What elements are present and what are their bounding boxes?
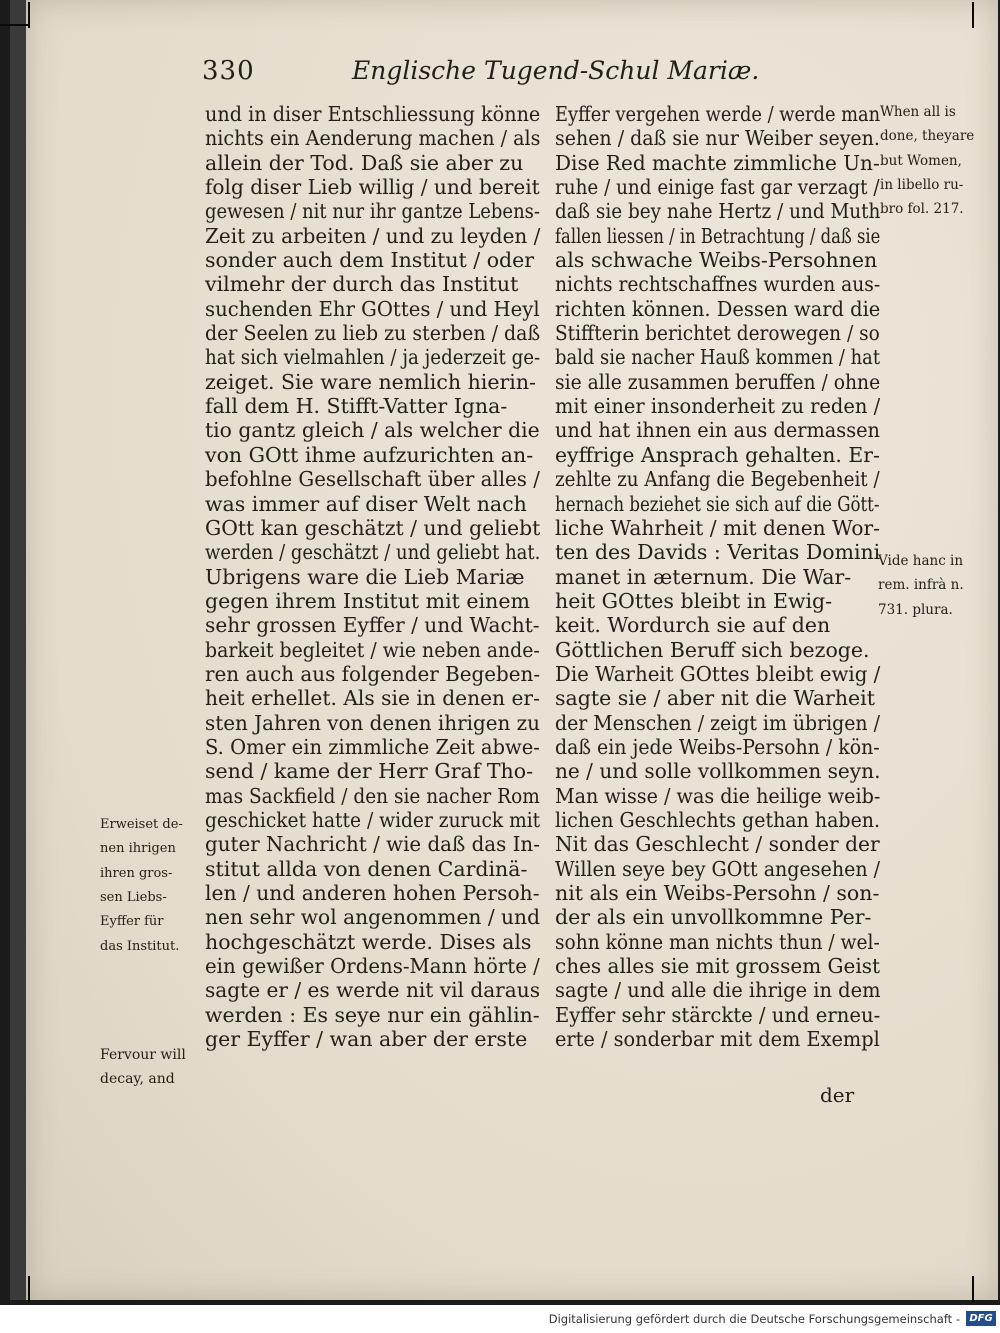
page-header xyxy=(202,56,762,96)
margin-note-left-1 xyxy=(100,815,208,961)
text-line: als schwache Weibs-Persohnen xyxy=(555,248,878,273)
text-line: ger Eyffer / wan aber der erste xyxy=(205,1027,528,1052)
text-line: folg diser Lieb willig / und bereit xyxy=(205,175,540,200)
text-line: der Seelen zu lieb zu sterben / daß xyxy=(205,321,541,346)
text-line: sten Jahren von denen ihrigen zu xyxy=(205,710,540,735)
text-line: nen sehr wol angenommen / und xyxy=(205,905,540,930)
margin-note-line: ihren gros- xyxy=(100,865,173,881)
margin-note-line: decay, and xyxy=(100,1071,175,1088)
text-line: guter Nachricht / wie daß das In- xyxy=(205,832,540,857)
text-line: ein gewißer Ordens-Mann hörte / xyxy=(205,954,540,979)
crop-mark-top-right xyxy=(972,2,974,28)
margin-note-line: done, theyare xyxy=(880,128,975,145)
text-line: liche Wahrheit / mit denen Wor- xyxy=(555,515,880,540)
footer-credit: Digitalisierung gefördert durch die Deutsche Forschungsgemeinschaft - xyxy=(548,1312,960,1326)
text-line: hochgeschätzt werde. Dises als xyxy=(205,929,532,954)
margin-note-line: Fervour will xyxy=(100,1047,186,1063)
text-line: S. Omer ein zimmliche Zeit abwe- xyxy=(205,734,540,759)
text-line: heit erhellet. Als sie in denen er- xyxy=(205,686,540,711)
text-line: fall dem H. Stifft-Vatter Igna- xyxy=(205,394,508,419)
margin-note-line: nen ihrigen xyxy=(100,841,176,857)
text-line: ches alles sie mit grossem Geist xyxy=(555,954,881,979)
text-line: Stiffterin berichtet derowegen / so xyxy=(555,321,880,346)
text-line: ten des Davids : Veritas Domini xyxy=(555,540,881,565)
margin-note-right-top xyxy=(880,104,998,226)
text-line: sagte er / es werde nit vil daraus xyxy=(205,978,541,1003)
text-line: sagte / und alle die ihrige in dem xyxy=(555,978,881,1003)
text-line: ren auch aus folgender Begeben- xyxy=(205,661,541,686)
margin-note-left-2 xyxy=(100,1046,208,1095)
text-line: tio gantz gleich / als welcher die xyxy=(205,418,540,443)
crop-mark-bottom-right xyxy=(972,1276,974,1302)
margin-note-line: but Women, xyxy=(880,152,962,169)
dfg-logo: DFG xyxy=(966,1311,996,1326)
text-line: heit GOttes bleibt in Ewig- xyxy=(555,588,833,613)
text-line: Eyffer sehr stärckte / und erneu- xyxy=(555,1002,881,1027)
text-line: hernach beziehet sie sich auf die Gött- xyxy=(555,491,880,516)
catchword: der xyxy=(820,1083,855,1107)
text-line: sie alle zusammen beruffen / ohne xyxy=(555,369,881,394)
text-line: sonder auch dem Institut / oder xyxy=(205,248,535,273)
text-line: ruhe / und einige fast gar verzagt / xyxy=(555,175,880,200)
margin-note-line: Vide hanc in xyxy=(878,553,964,569)
margin-note-line: Erweiset de- xyxy=(100,817,183,832)
margin-note-line: bro fol. 217. xyxy=(880,201,964,218)
text-line: GOtt kan geschätzt / und geliebt xyxy=(205,515,541,540)
text-line: zeiget. Sie ware nemlich hierin- xyxy=(205,369,536,394)
text-line: len / und anderen hohen Persoh- xyxy=(205,881,540,905)
running-title: Englische Tugend-Schul Mariæ. xyxy=(352,56,760,85)
text-line: nichts ein Aenderung machen / als xyxy=(205,126,541,151)
text-line: gegen ihrem Institut mit einem xyxy=(205,588,530,613)
text-line: sehr grossen Eyffer / und Wacht- xyxy=(205,613,540,638)
footer-bar xyxy=(0,1305,1000,1333)
margin-note-line: in libello ru- xyxy=(880,177,964,194)
text-line: werden / geschätzt / und geliebt hat. xyxy=(205,540,541,565)
margin-note-right-mid xyxy=(878,553,996,626)
margin-note-line: 731. plura. xyxy=(878,601,953,618)
text-line: ne / und solle vollkommen seyn. xyxy=(555,759,881,784)
text-line: hat sich vielmahlen / ja jederzeit ge- xyxy=(205,345,541,370)
text-line: daß ein jede Weibs-Persohn / kön- xyxy=(555,734,880,759)
text-line: stitut allda von denen Cardinä- xyxy=(205,856,528,881)
text-line: der Menschen / zeigt im übrigen / xyxy=(555,710,880,735)
text-line: werden : Es seye nur ein gählin- xyxy=(205,1002,540,1027)
text-line: eyffrige Ansprach gehalten. Er- xyxy=(555,442,880,467)
text-line: Man wisse / was die heilige weib- xyxy=(555,783,881,808)
text-line: der als ein unvollkommne Per- xyxy=(555,905,872,930)
text-line: von GOtt ihme aufzurichten an- xyxy=(205,442,534,467)
text-line: nit als ein Weibs-Persohn / son- xyxy=(555,881,880,905)
text-line: barkeit begleitet / wie neben ande- xyxy=(205,637,540,662)
text-line: keit. Wordurch sie auf den xyxy=(555,613,831,638)
text-line: und hat ihnen ein aus dermassen xyxy=(555,418,880,443)
crop-mark-top-left-h xyxy=(0,24,30,26)
text-line: vilmehr der durch das Institut xyxy=(205,272,519,297)
text-line: richten können. Dessen ward die xyxy=(555,296,881,321)
crop-mark-bottom-left xyxy=(28,1276,30,1302)
text-line: mit einer insonderheit zu reden / xyxy=(555,394,881,419)
margin-note-line: When all is xyxy=(880,104,956,120)
text-line: mas Sackfield / den sie nacher Rom xyxy=(205,783,540,808)
text-column-right xyxy=(555,102,880,1051)
margin-note-line: Eyffer für xyxy=(100,914,164,930)
text-line: Nit das Geschlecht / sonder der xyxy=(555,832,880,857)
text-line: lichen Geschlechts gethan haben. xyxy=(555,807,881,832)
text-line: allein der Tod. Daß sie aber zu xyxy=(205,150,524,175)
text-line: Willen seye bey GOtt angesehen / xyxy=(555,856,881,881)
text-line: Zeit zu arbeiten / und zu leyden / xyxy=(205,223,541,248)
text-column-left xyxy=(205,102,540,1051)
text-line: und in diser Entschliessung könne xyxy=(205,102,541,126)
margin-note-line: rem. infrà n. xyxy=(878,577,964,594)
text-line: nichts rechtschaffnes wurden aus- xyxy=(555,272,881,297)
text-line: daß sie bey nahe Hertz / und Muth xyxy=(555,199,881,224)
text-line: Göttlichen Beruff sich bezoge. xyxy=(555,637,870,662)
text-line: sohn könne man nichts thun / wel- xyxy=(555,929,880,954)
text-line: Eyffer vergehen werde / werde man xyxy=(555,102,881,126)
text-line: Die Warheit GOttes bleibt ewig / xyxy=(555,661,881,686)
text-line: erte / sonderbar mit dem Exempl xyxy=(555,1027,880,1052)
text-line: was immer auf diser Welt nach xyxy=(205,491,527,516)
text-line: manet in æternum. Die War- xyxy=(555,564,852,589)
text-line: gewesen / nit nur ihr gantze Lebens- xyxy=(205,199,540,224)
margin-note-line: sen Liebs- xyxy=(100,890,167,906)
text-line: befohlne Gesellschaft über alles / xyxy=(205,467,540,492)
text-line: geschicket hatte / wider zuruck mit xyxy=(205,807,541,832)
text-line: sehen / daß sie nur Weiber seyen. xyxy=(555,126,880,151)
margin-note-line: das Institut. xyxy=(100,938,180,954)
page-number: 330 xyxy=(202,56,255,86)
text-line: suchenden Ehr GOttes / und Heyl xyxy=(205,296,540,321)
text-line: send / kame der Herr Graf Tho- xyxy=(205,759,533,784)
text-line: Dise Red machte zimmliche Un- xyxy=(555,150,880,175)
text-line: fallen liessen / in Betrachtung / daß sie xyxy=(555,223,881,248)
text-line: sagte sie / aber nit die Warheit xyxy=(555,686,875,711)
text-line: Ubrigens ware die Lieb Mariæ xyxy=(205,564,525,589)
text-line: bald sie nacher Hauß kommen / hat xyxy=(555,345,881,370)
text-line: zehlte zu Anfang die Begebenheit / xyxy=(555,467,880,492)
